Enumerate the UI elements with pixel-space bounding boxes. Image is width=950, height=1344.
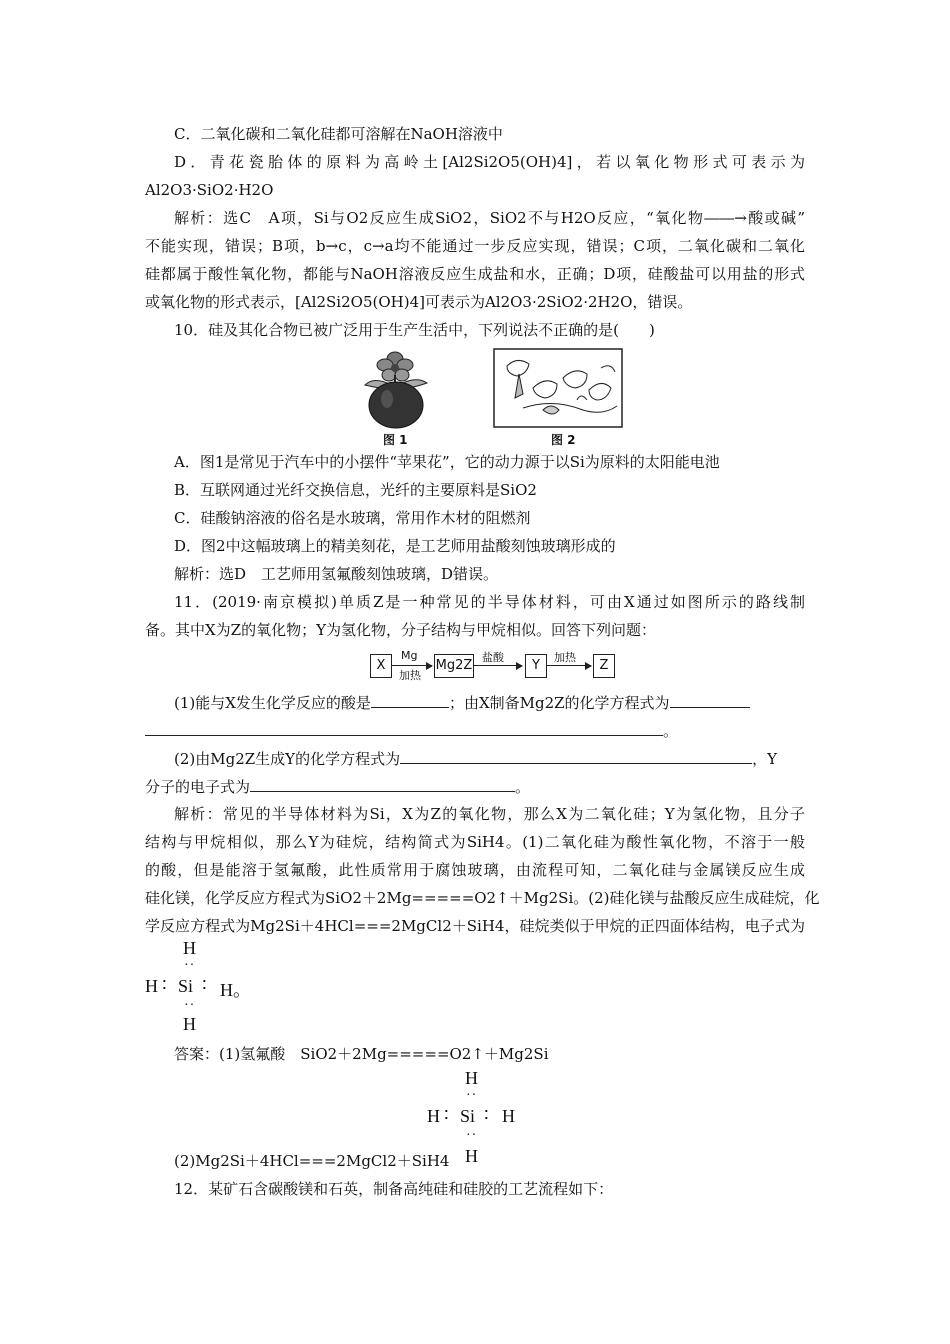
option-c-q9: C．二氧化碳和二氧化硅都可溶解在NaOH溶液中 [174,125,503,143]
question-11-line1: 11．(2019·南京模拟)单质Z是一种常见的半导体材料，可由X通过如图所示的路线制 [174,593,805,611]
ed1-dots-bottom: ·· [184,998,196,1013]
flow-arrow-2 [474,665,522,666]
analysis-q10: 解析：选D 工艺师用氢氟酸刻蚀玻璃，D错误。 [174,565,499,583]
glass-carving-illustration [493,348,623,428]
answer-blank-equation1[interactable] [670,691,750,708]
flow-arrow-3-top: 加热 [554,651,576,664]
option-d-q10: D．图2中这幅玻璃上的精美刻花，是工艺师用盐酸刻蚀玻璃形成的 [174,537,616,555]
ed1-colon-left: ∶ [162,975,167,995]
q11-part1-cont [145,719,678,742]
answer-blank-equation1-cont[interactable] [145,719,663,736]
flow-box-z: Z [593,654,615,678]
q11-part1-end: 。 [663,722,679,740]
analysis-q11-line1: 解析：常见的半导体材料为Si，X为Z的氧化物，那么X为二氧化硅；Y为氢化物，且分子 [174,805,805,823]
ed2-dots-top: ·· [466,1088,478,1103]
q11-part2 [174,747,777,770]
q11-part2-text-a: (2)由Mg2Z生成Y的化学方程式为 [174,750,401,768]
option-b-q10: B．互联网通过光纤交换信息，光纤的主要原料是SiO2 [174,481,537,499]
ed1-h-top: H [183,938,196,958]
q11-part2-cont [145,775,530,798]
flow-diagram [370,649,620,682]
ed2-dots-bottom: ·· [466,1128,478,1143]
analysis-q9-line3: 硅都属于酸性氧化物，都能与NaOH溶液反应生成盐和水，正确；D项，硅酸盐可以用盐的形式 [145,265,805,283]
answer-blank-equation2[interactable] [400,747,752,764]
ed2-h-left: H [427,1106,440,1126]
analysis-q11-line5: 学反应方程式为Mg2Si＋4HCl===2MgCl2＋SiH4，硅烷类似于甲烷的正四面体结构，电子式为 [145,917,805,935]
ed1-h-right: H。 [220,980,251,1000]
option-c-q10: C．硅酸钠溶液的俗名是水玻璃，常用作木材的阻燃剂 [174,509,531,527]
ed1-si: Si [178,976,194,996]
analysis-q11-line2: 结构与甲烷相似，那么Y为硅烷，结构简式为SiH4。(1)二氧化硅为酸性氧化物，不溶于一般 [145,833,805,851]
ed2-colon-left: ∶ [444,1105,449,1125]
ed1-h-left: H [145,976,158,996]
q11-part2-text-c: 分子的电子式为 [145,778,251,796]
answer-q11-part1: 答案：(1)氢氟酸 SiO2＋2Mg=====O2↑＋Mg2Si [174,1045,549,1063]
q11-part1 [174,691,750,714]
question-12: 12．某矿石含碳酸镁和石英，制备高纯硅和硅胶的工艺流程如下： [174,1180,614,1198]
analysis-q11-line4: 硅化镁，化学反应方程式为SiO2＋2Mg=====O2↑＋Mg2Si。(2)硅化镁与盐酸反应生成硅烷，化 [145,889,820,907]
answer-blank-electron[interactable] [250,775,515,792]
flow-arrow-1 [392,665,432,666]
q11-part2-end: 。 [515,778,531,796]
q11-part1-text-b: ；由X制备Mg2Z的化学方程式为 [448,694,670,712]
flow-box-mg2z: Mg2Z [434,654,474,678]
answer-q11-part2: (2)Mg2Si＋4HCl===2MgCl2＋SiH4 [174,1152,450,1170]
figure-2-caption: 图 2 [551,433,576,447]
ed2-h-bottom: H [465,1146,478,1166]
flow-box-y: Y [525,654,547,678]
flow-arrow-1-bottom: 加热 [399,669,421,682]
option-a-q10: A．图1是常见于汽车中的小摆件“苹果花”，它的动力源于以Si为原料的太阳能电池 [174,453,720,471]
ed2-colon-right: ∶ [484,1105,489,1125]
flow-box-x: X [370,654,392,678]
ed2-si: Si [460,1106,476,1126]
ed1-dots-top: ·· [184,958,196,973]
question-10: 10．硅及其化合物已被广泛用于生产生活中，下列说法不正确的是( ) [174,321,655,339]
figure-1-caption: 图 1 [383,433,408,447]
flow-arrow-3 [547,665,591,666]
flow-arrow-2-top: 盐酸 [482,651,504,664]
analysis-q9-line1: 解析：选C A项，Si与O2反应生成SiO2，SiO2不与H2O反应，“氧化物――→酸或碱” [174,209,805,227]
analysis-q9-line4: 或氧化物的形式表示，[Al2Si2O5(OH)4]可表示为Al2O3·2SiO2·2H2O，错误。 [145,293,693,311]
ed2-h-top: H [465,1068,478,1088]
answer-blank-acid[interactable] [371,691,449,708]
ed2-h-right: H [502,1106,515,1126]
analysis-q11-line3: 的酸，但是能溶于氢氟酸，此性质常用于腐蚀玻璃，由流程可知，二氧化硅与金属镁反应生成 [145,861,805,879]
flow-arrow-1-top: Mg [401,649,418,662]
ed1-colon-right: ∶ [202,975,207,995]
ed1-h-bottom: H [183,1014,196,1034]
electron-formula-1 [145,938,265,1042]
question-11-line2: 备。其中X为Z的氧化物；Y为氢化物，分子结构与甲烷相似。回答下列问题： [145,621,657,639]
q11-part2-text-b: ，Y [752,750,777,768]
option-d-q9-cont: Al2O3·SiO2·H2O [145,181,274,199]
option-d-q9: D．青花瓷胎体的原料为高岭土[Al2Si2O5(OH)4]，若以氧化物形式可表示为 [174,153,805,171]
apple-flower-illustration [345,345,445,430]
analysis-q9-line2: 不能实现，错误；B项，b→c，c→a均不能通过一步反应实现，错误；C项，二氧化碳和二氧化 [145,237,805,255]
q11-part1-text-a: (1)能与X发生化学反应的酸是 [174,694,371,712]
